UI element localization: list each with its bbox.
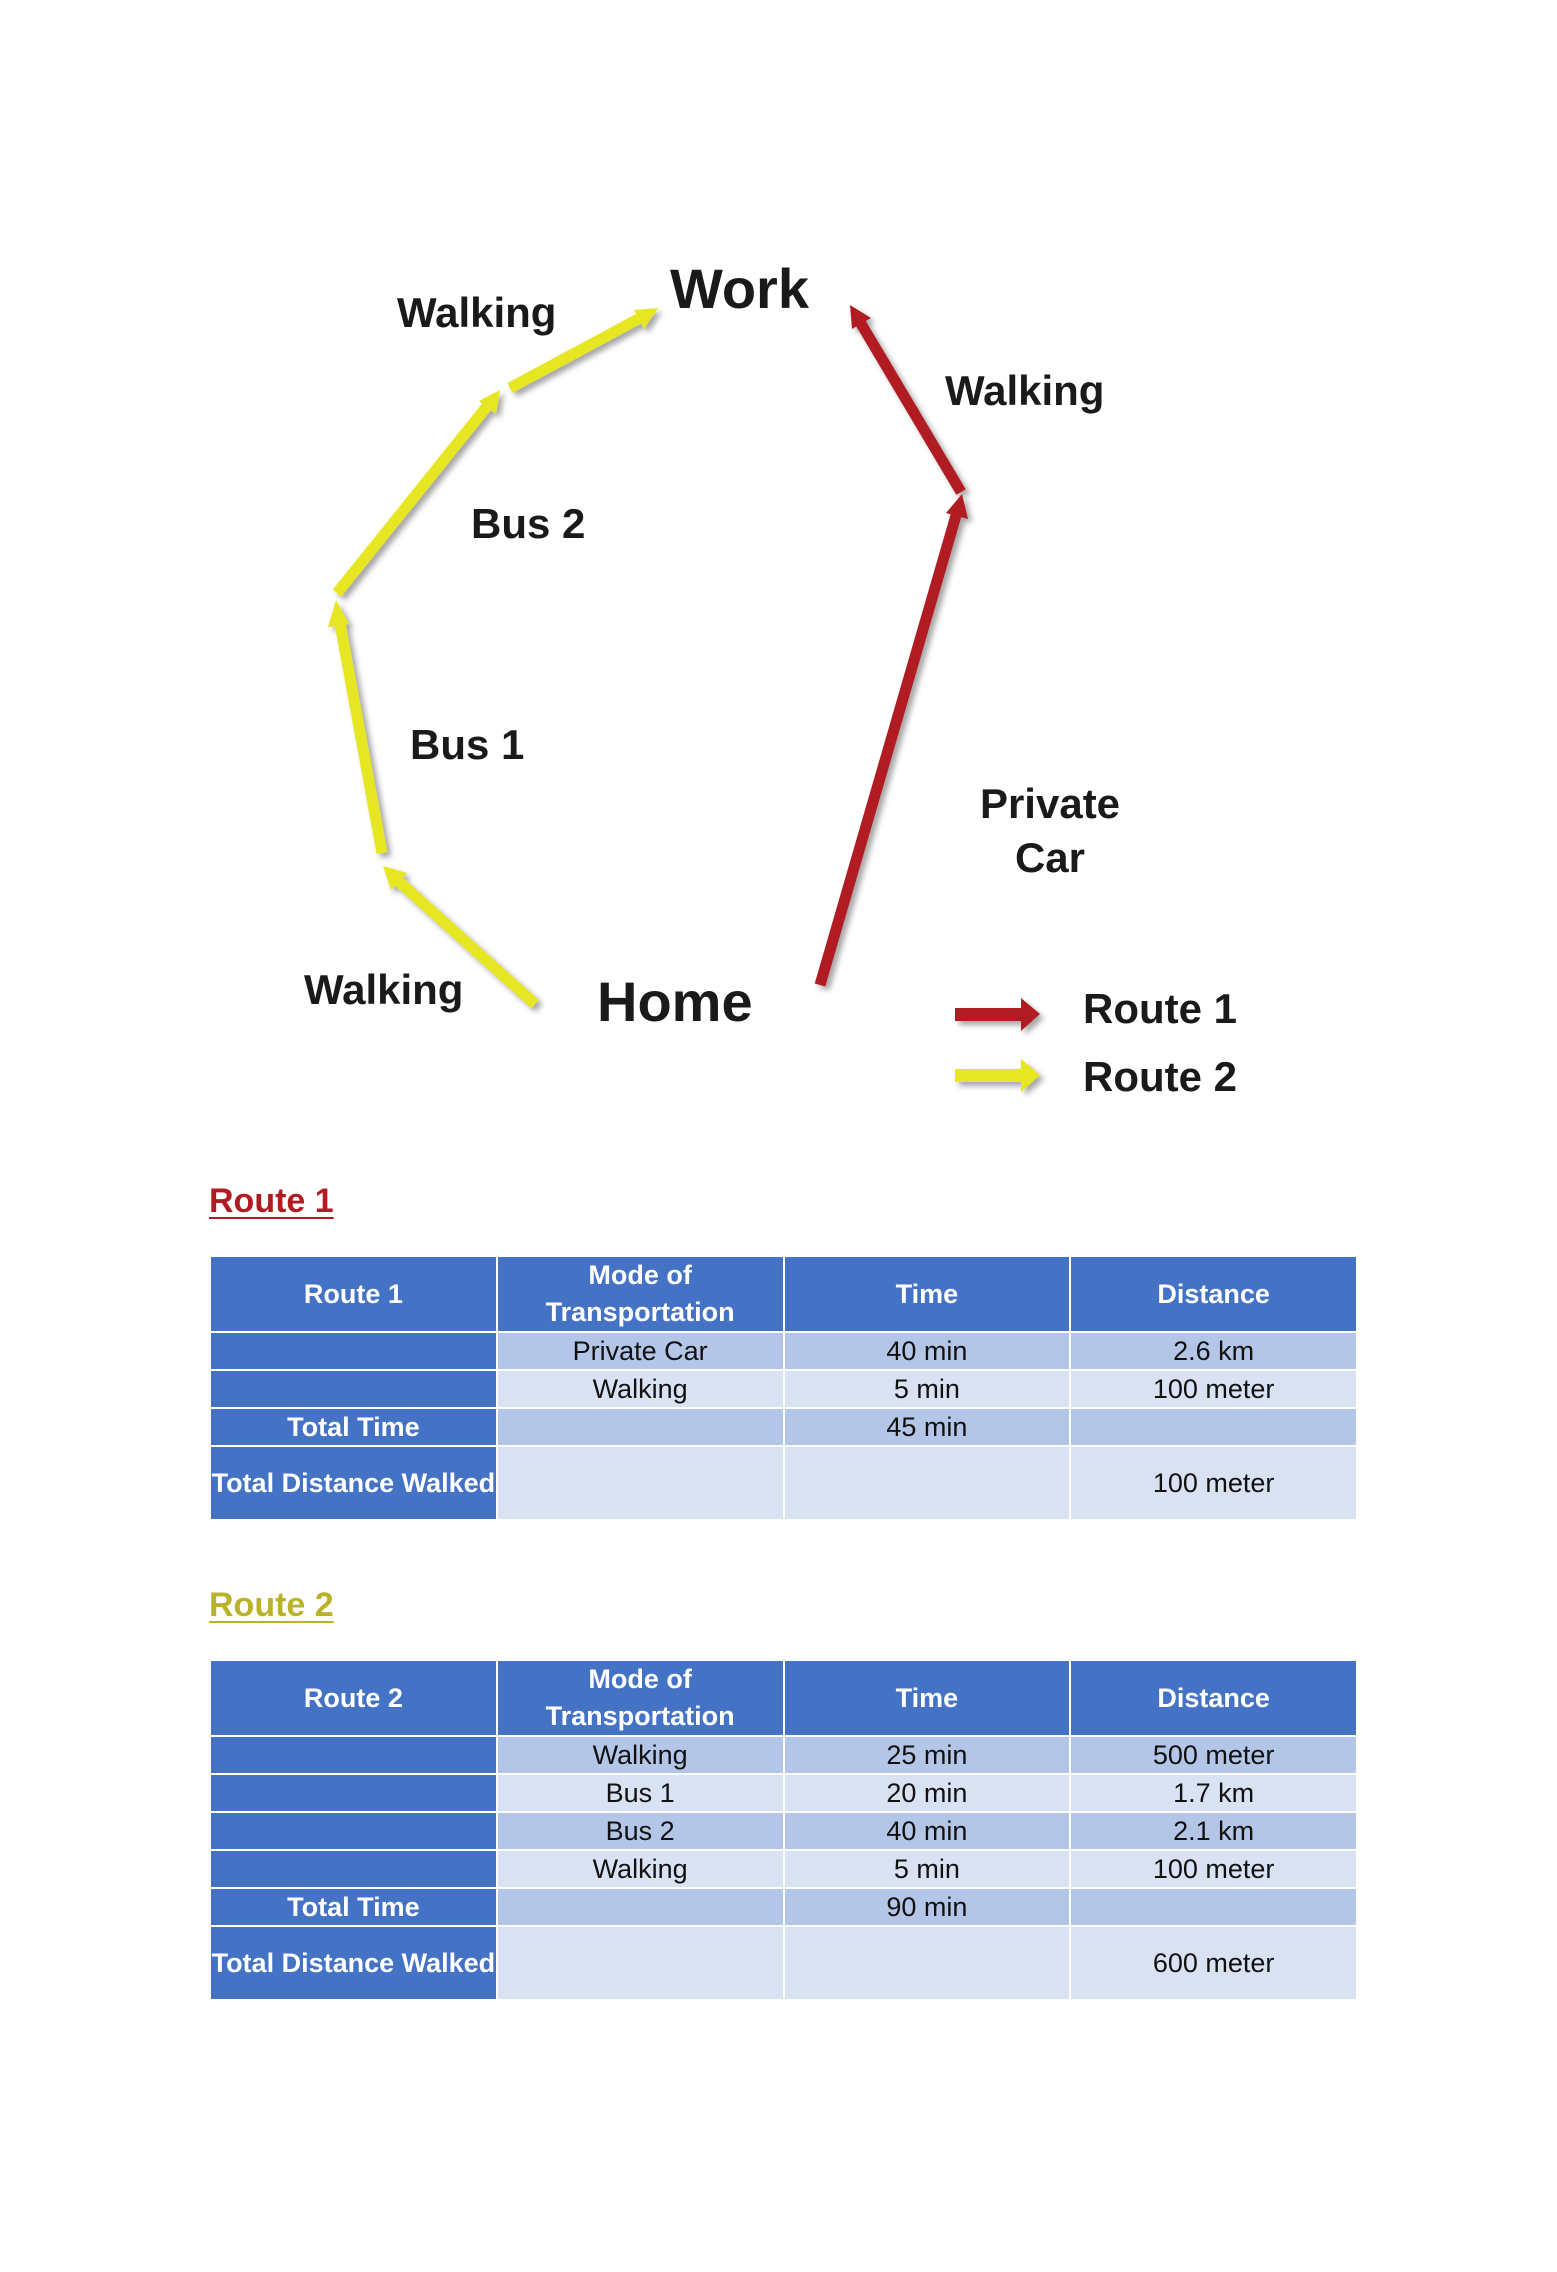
row-label (210, 1736, 497, 1774)
mode-cell: Walking (497, 1370, 784, 1408)
legend-route1-label: Route 1 (1083, 985, 1238, 1032)
distance-cell: 1.7 km (1070, 1774, 1357, 1812)
time-cell: 40 min (784, 1332, 1071, 1370)
walking-bottom-label: Walking (304, 966, 464, 1013)
empty-cell (1070, 1888, 1357, 1926)
row-label (210, 1774, 497, 1812)
row-label (210, 1370, 497, 1408)
row-label (210, 1850, 497, 1888)
private-car-label-line1: Private (979, 780, 1121, 827)
total-time-label: Total Time (210, 1888, 497, 1926)
time-cell: 40 min (784, 1812, 1071, 1850)
total-time-value: 90 min (784, 1888, 1071, 1926)
route2-arrow-bus2 (337, 390, 500, 593)
mode-cell: Bus 1 (497, 1774, 784, 1812)
mode-cell: Walking (497, 1736, 784, 1774)
empty-cell (497, 1408, 784, 1446)
time-cell: 20 min (784, 1774, 1071, 1812)
time-cell: 5 min (784, 1850, 1071, 1888)
home-label: Home (597, 970, 753, 1033)
empty-cell (1070, 1408, 1357, 1446)
mode-cell: Walking (497, 1850, 784, 1888)
table-row (210, 1736, 1357, 1774)
table-row (210, 1370, 1357, 1408)
empty-cell (497, 1446, 784, 1520)
table-row (210, 1812, 1357, 1850)
table-row (210, 1774, 1357, 1812)
route2-table (209, 1659, 1358, 2001)
header-time: Time (784, 1660, 1071, 1736)
legend-route2-label: Route 2 (1083, 1053, 1238, 1100)
route2-heading: Route 2 (209, 1586, 334, 1624)
table-header-row (210, 1660, 1357, 1736)
table-row (210, 1850, 1357, 1888)
route1-arrow-private-car (820, 494, 968, 985)
header-distance: Distance (1070, 1660, 1357, 1736)
header-time: Time (784, 1256, 1071, 1332)
time-cell: 5 min (784, 1370, 1071, 1408)
empty-cell (784, 1926, 1071, 2000)
route2-arrow-bus1 (328, 600, 382, 853)
total-distance-value: 600 meter (1070, 1926, 1357, 2000)
header-route: Route 2 (210, 1660, 497, 1736)
route1-table (209, 1255, 1358, 1521)
empty-cell (497, 1926, 784, 2000)
private-car-label-line2: Car (1014, 834, 1086, 881)
table-row (210, 1332, 1357, 1370)
route-diagram (0, 0, 1557, 1130)
header-mode: Mode of Transportation (497, 1660, 784, 1736)
row-label (210, 1332, 497, 1370)
mode-cell: Private Car (497, 1332, 784, 1370)
distance-cell: 100 meter (1070, 1850, 1357, 1888)
total-distance-row (210, 1446, 1357, 1520)
row-label (210, 1812, 497, 1850)
distance-cell: 2.1 km (1070, 1812, 1357, 1850)
total-distance-row (210, 1926, 1357, 2000)
distance-cell: 500 meter (1070, 1736, 1357, 1774)
total-time-label: Total Time (210, 1408, 497, 1446)
empty-cell (784, 1446, 1071, 1520)
bus1-label: Bus 1 (410, 721, 525, 768)
legend-route1-arrow (955, 998, 1040, 1031)
route2-path (328, 308, 658, 1004)
distance-cell: 2.6 km (1070, 1332, 1357, 1370)
time-cell: 25 min (784, 1736, 1071, 1774)
distance-cell: 100 meter (1070, 1370, 1357, 1408)
total-time-row (210, 1408, 1357, 1446)
mode-cell: Bus 2 (497, 1812, 784, 1850)
total-time-row (210, 1888, 1357, 1926)
total-distance-value: 100 meter (1070, 1446, 1357, 1520)
total-time-value: 45 min (784, 1408, 1071, 1446)
legend-route2-arrow (955, 1059, 1040, 1092)
total-distance-label: Total Distance Walked (210, 1446, 497, 1520)
table-header-row (210, 1256, 1357, 1332)
bus2-label: Bus 2 (471, 500, 586, 547)
work-label: Work (670, 257, 809, 320)
walking-right-label: Walking (945, 367, 1105, 414)
header-route: Route 1 (210, 1256, 497, 1332)
total-distance-label: Total Distance Walked (210, 1926, 497, 2000)
route1-heading: Route 1 (209, 1182, 334, 1220)
empty-cell (497, 1888, 784, 1926)
legend (955, 985, 1237, 1100)
header-mode: Mode of Transportation (497, 1256, 784, 1332)
header-distance: Distance (1070, 1256, 1357, 1332)
walking-top-label: Walking (397, 289, 557, 336)
